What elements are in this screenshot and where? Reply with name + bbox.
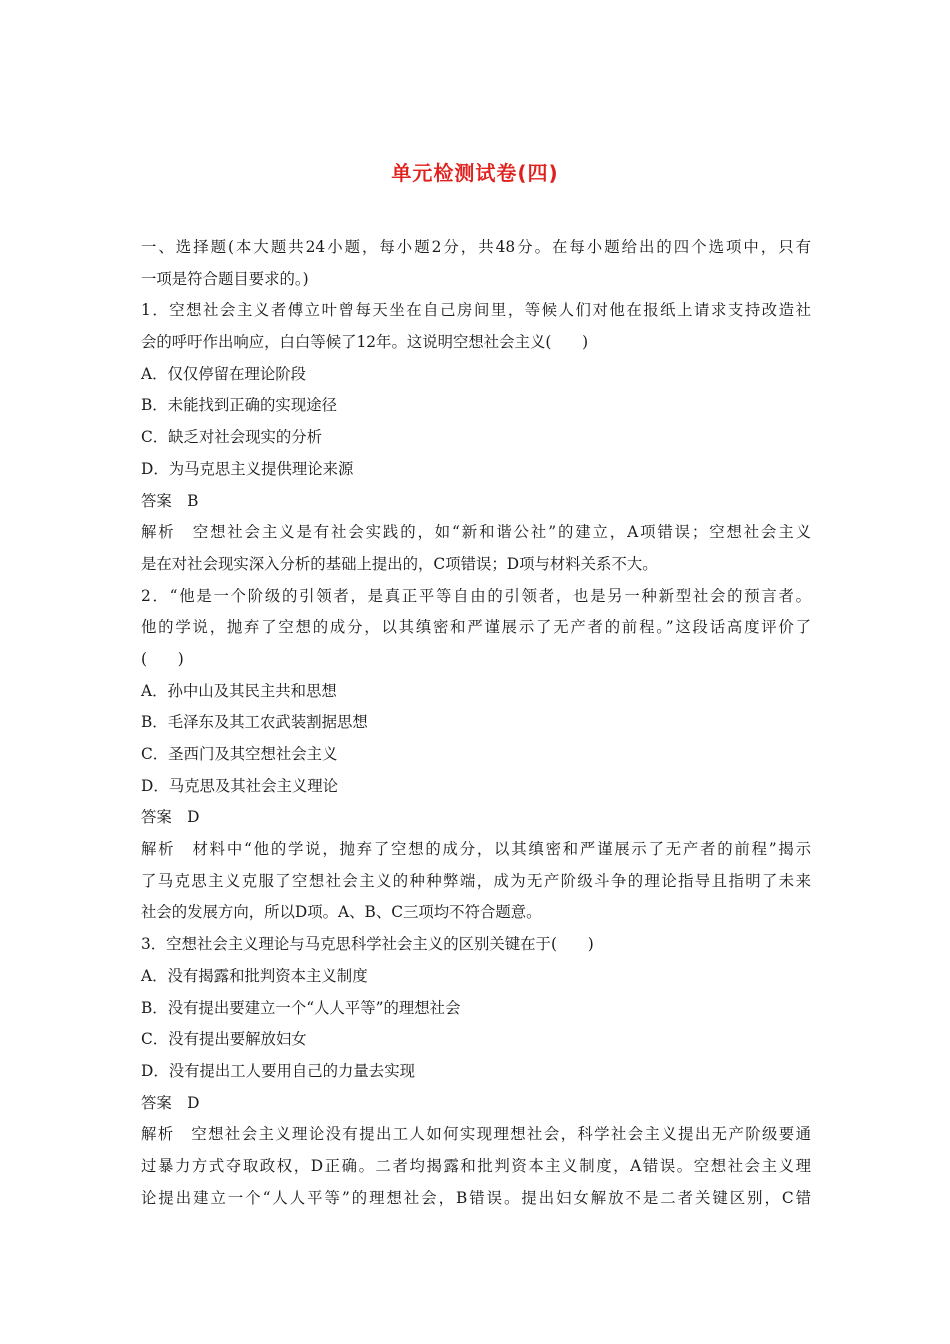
text-line: B．没有提出要建立一个“人人平等”的理想社会 (141, 998, 461, 1017)
text-line: D．马克思及其社会主义理论 (141, 776, 339, 795)
text-line: 2．“他是一个阶级的引领者，是真正平等自由的引领者，也是另一种新型社会的预言者。 (141, 586, 811, 605)
text-line: D．为马克思主义提供理论来源 (141, 459, 354, 478)
text-line: 答案 B (141, 491, 199, 510)
text-line: C．圣西门及其空想社会主义 (141, 745, 338, 763)
text-line: 一、选择题(本大题共24小题，每小题2分，共48分。在每小题给出的四个选项中，只有 (141, 238, 811, 256)
text-line: 会的呼吁作出响应，白白等候了12年。这说明空想社会主义( ) (141, 333, 589, 352)
text-line: 答案 D (141, 808, 200, 827)
text-line: 是在对社会现实深入分析的基础上提出的，C项错误；D项与材料关系不大。 (141, 554, 658, 573)
text-line: D．没有提出工人要用自己的力量去实现 (141, 1061, 415, 1080)
text-line: ( ) (141, 649, 184, 668)
text-line: 他的学说，抛弃了空想的成分，以其缜密和严谨展示了无产者的前程。”这段话高度评价了 (141, 618, 811, 637)
text-line: C．缺乏对社会现实的分析 (141, 428, 323, 447)
text-line: A．仅仅停留在理论阶段 (141, 364, 307, 383)
text-line: 论提出建立一个“人人平等”的理想社会，B错误。提出妇女解放不是二者关键区别，C错 (141, 1188, 811, 1207)
text-line: 解析 空想社会主义是有社会实践的，如“新和谐公社”的建立，A项错误；空想社会主义 (141, 523, 811, 542)
text-line: 解析 空想社会主义理论没有提出工人如何实现理想社会，科学社会主义提出无产阶级要通 (141, 1125, 811, 1144)
page-title: 单元检测试卷(四) (391, 161, 559, 185)
text-line: 解析 材料中“他的学说，抛弃了空想的成分，以其缜密和严谨展示了无产者的前程”揭示 (141, 840, 811, 859)
text-line: B．毛泽东及其工农武装割据思想 (141, 713, 368, 732)
text-line: B．未能找到正确的实现途径 (141, 396, 337, 415)
text-line: 3．空想社会主义理论与马克思科学社会主义的区别关键在于( ) (141, 935, 594, 954)
text-line: 答案 D (141, 1093, 200, 1112)
text-line: A．没有揭露和批判资本主义制度 (141, 966, 368, 985)
text-line: 1．空想社会主义者傅立叶曾每天坐在自己房间里，等候人们对他在报纸上请求支持改造社 (141, 301, 811, 320)
text-line: 社会的发展方向，所以D项。A、B、C三项均不符合题意。 (141, 903, 542, 922)
document-body (141, 232, 811, 1214)
text-line: C．没有提出要解放妇女 (141, 1030, 307, 1049)
text-line: 过暴力方式夺取政权，D正确。二者均揭露和批判资本主义制度，A错误。空想社会主义理 (141, 1156, 811, 1175)
text-line: 了马克思主义克服了空想社会主义的种种弊端，成为无产阶级斗争的理论指导且指明了未来 (141, 871, 811, 890)
text-line: A．孙中山及其民主共和思想 (141, 681, 337, 700)
text-line: 一项是符合题目要求的。) (141, 269, 309, 288)
